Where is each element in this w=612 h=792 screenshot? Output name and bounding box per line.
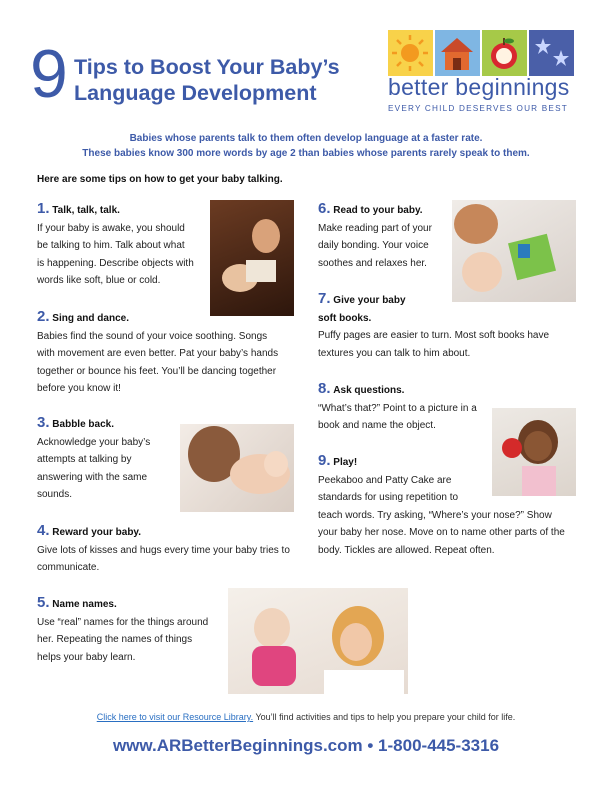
tip-number: 4. xyxy=(37,522,50,539)
logo-tiles xyxy=(388,30,574,76)
photo-name-names xyxy=(228,588,408,694)
tip-9 xyxy=(318,452,588,560)
tip-heading: Name names. xyxy=(52,599,117,610)
tip-line: before you know it! xyxy=(37,383,121,395)
stars-icon xyxy=(529,30,574,76)
logo-name: better beginnings xyxy=(388,74,570,100)
tip-line: body. Tickles are allowed. Repeat often. xyxy=(318,544,495,556)
tip-1 xyxy=(37,200,217,290)
sun-icon xyxy=(388,30,433,76)
tip-line: Use “real” names for the things around xyxy=(37,616,209,628)
tip-number: 2. xyxy=(37,308,50,325)
footer-resource-line xyxy=(30,712,582,722)
page-title xyxy=(74,54,374,106)
tip-heading: Read to your baby. xyxy=(333,205,423,216)
reading-baby-photo xyxy=(452,200,576,302)
phone-number: 1-800-445-3316 xyxy=(378,736,500,755)
tip-6 xyxy=(318,200,458,272)
tip-3 xyxy=(37,414,182,504)
tip-line: Make reading part of your xyxy=(318,222,432,234)
tip-line: “What’s that?” Point to a picture in a xyxy=(318,402,477,414)
house-tile xyxy=(435,30,480,76)
tip-line: daily bonding. Your voice xyxy=(318,240,429,252)
tip-line: Babies find the sound of your voice soothing. Songs xyxy=(37,330,268,342)
intro-line-2: These babies know 300 more words by age 2 than babies whose parents rarely speak to them. xyxy=(82,148,530,159)
tip-line: answering with the same xyxy=(37,471,148,483)
tip-heading: Babble back. xyxy=(52,419,114,430)
footer-link-rest: You’ll find activities and tips to help you prepare your child for life. xyxy=(253,712,516,722)
apple-icon xyxy=(482,30,527,76)
footer-contact xyxy=(30,736,582,756)
tip-line: words like soft, blue or cold. xyxy=(37,275,161,287)
tip-4 xyxy=(37,522,327,577)
tip-heading: Reward your baby. xyxy=(52,527,142,538)
tip-line: your baby her nose. Move on to name other parts of the xyxy=(318,527,565,539)
website-link[interactable]: www.ARBetterBeginnings.com xyxy=(112,736,363,755)
title-line-1: Tips to Boost Your Baby’s xyxy=(74,55,340,79)
tip-5 xyxy=(37,594,227,666)
tip-heading: Talk, talk, talk. xyxy=(52,205,120,216)
house-icon xyxy=(435,30,480,76)
tip-2 xyxy=(37,308,327,398)
tip-number: 3. xyxy=(37,414,50,431)
tip-line: communicate. xyxy=(37,562,100,574)
tip-line: book and name the object. xyxy=(318,420,436,432)
tip-line: Puffy pages are easier to turn. Most soft books have xyxy=(318,330,550,342)
lead-text: Here are some tips on how to get your baby talking. xyxy=(37,174,283,185)
tip-line: with movement are even better. Pat your baby’s hands xyxy=(37,348,279,360)
tip-heading: Give your baby xyxy=(333,295,406,306)
tip-number: 6. xyxy=(318,200,331,217)
tip-number: 9. xyxy=(318,452,331,469)
father-baby-photo xyxy=(180,424,294,512)
tip-number: 7. xyxy=(318,290,331,307)
tip-line: is happening. Describe objects with xyxy=(37,257,194,269)
title-line-2: Language Development xyxy=(74,81,317,105)
title-number: 9 xyxy=(30,36,68,112)
resource-library-link[interactable]: Click here to visit our Resource Library. xyxy=(96,712,254,722)
tip-line: Acknowledge your baby’s xyxy=(37,436,151,448)
tip-heading: Sing and dance. xyxy=(52,313,129,324)
intro-line-1: Babies whose parents talk to them often develop language at a faster rate. xyxy=(129,133,483,144)
photo-mother-reading xyxy=(210,200,294,316)
tip-number: 1. xyxy=(37,200,50,217)
tip-line: soothes and relaxes her. xyxy=(318,257,427,269)
tip-line: standards for using repetition to xyxy=(318,492,459,504)
tip-line: teach words. Try asking, “Where’s your nose?” Show xyxy=(318,509,552,521)
tip-line: Give lots of kisses and hugs every time your baby tries to xyxy=(37,544,290,556)
tip-line: textures you can talk to him about. xyxy=(318,347,471,359)
tip-heading: Ask questions. xyxy=(333,385,405,396)
tip-number: 8. xyxy=(318,380,331,397)
tip-line: If your baby is awake, you should xyxy=(37,222,185,234)
stars-tile xyxy=(529,30,574,76)
tip-heading-cont: soft books. xyxy=(318,312,372,324)
tip-line: be talking to him. Talk about what xyxy=(37,240,185,252)
tip-8 xyxy=(318,380,493,435)
tip-heading: Play! xyxy=(333,457,358,468)
tip-7 xyxy=(318,290,588,362)
tip-line: helps your baby learn. xyxy=(37,651,136,663)
mother-baby-photo xyxy=(210,200,294,316)
tip-line: Peekaboo and Patty Cake are xyxy=(318,474,452,486)
sun-tile xyxy=(388,30,433,76)
tip-line: attempts at talking by xyxy=(37,454,132,466)
photo-babble xyxy=(180,424,294,512)
logo-tagline: EVERY CHILD DESERVES OUR BEST xyxy=(388,104,568,113)
tip-line: sounds. xyxy=(37,489,73,501)
tip-number: 5. xyxy=(37,594,50,611)
tip-line: her. Repeating the names of things xyxy=(37,634,193,646)
photo-reading xyxy=(452,200,576,302)
tip-line: together or bounce his feet. You’ll be dancing together xyxy=(37,365,277,377)
mother-baby-play-photo xyxy=(228,588,408,694)
footer-separator: • xyxy=(367,736,374,755)
intro-text xyxy=(40,131,572,161)
apple-tile xyxy=(482,30,527,76)
